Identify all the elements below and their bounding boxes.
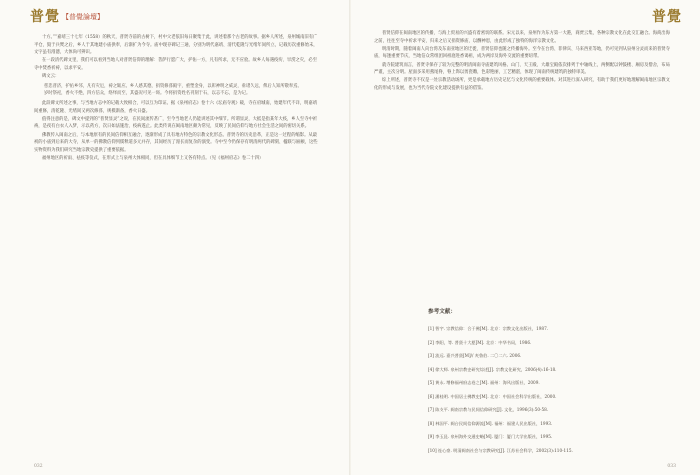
paragraph: 就寺院建筑而言，普贤寺保存了较为完整的明清闽南寺庙建筑风格。山门、天王殿、大雄宝殿依次排列于中轴线上，两侧配以钟鼓楼、厢房及僧舍，布局严谨，主次分明。屋面多采用燕尾脊，脊上饰以剪瓷雕，色彩艳丽，工艺精湛，体现了闽南传统建筑的独特审美。: [374, 62, 670, 76]
reference-item: [6] 潘桂明. 中国居士佛教史[M]. 北京：中国社会科学出版社，2000.: [428, 393, 557, 399]
reference-item: [10] 连心豪. 明清闽南社会与宗教研究[J]. 江苏社会科学，2002(3):110-115.: [428, 447, 573, 453]
left-body-text: [34, 34, 318, 163]
right-page: [350, 0, 700, 475]
paragraph: 碑文云：: [42, 74, 60, 80]
paragraph: 明清时期，随着闽南人向台湾及东南亚地区的迁徙，普贤信仰也随之传播海外。至今在台湾、菲律宾、马来西亚等地，仍可见到从泉州分灵而来的普贤寺庙，每逢重要节庆，当地信众常组团回祖庭进香谒祖，成为两岸及海外交流的重要纽带。: [374, 46, 670, 60]
reference-item: [1] 智宇. 宗教信仰：合于佛[M]. 北京：宗教文化出版社，1987.: [428, 326, 549, 331]
paragraph: 值得注意的是，碑文中提到的“普贤显灵”之说，在民间流传甚广，至今当地老人仍能讲述其中细节。所谓显灵，大抵是指某年大疫，乡人至寺中祈祷，是夜有白衣人入梦，示以药方，次日如法施治，疫病遂止。此类传说在闽南地区颇为常见，反映了民间信仰与地方社会生活之间的密切关系。: [34, 116, 318, 130]
reference-item: [2] 李阳，等. 普贤十大愿[M]. 北京：中华书局，1986.: [428, 339, 532, 345]
paragraph: 此段碑文所述之事，与当地方志中的记载大致相合，可以互为印证。据《泉州府志》卷十六《坛庙寺观》载，寺在府城南，始建年代不详，明嘉靖间重修，清乾隆、光绪间又两次修葺，规模渐备，香火日盛。: [34, 100, 317, 114]
reference-item: [8] 林国平. 闽台民间信仰源流[M]. 福州：福建人民出版社，1993.: [428, 420, 553, 426]
reference-item: [4] 徐大师. 泉州宗教史研究综述[J]. 宗教文化研究，2006(4):16-18.: [428, 366, 557, 372]
journal-logo: [30, 6, 104, 26]
paragraph: 十方。”“嘉靖三十七年（1558）的秋天，普贤寺前的古树下，村中父老依旧每日聚集于此，讲述着那个古老的故事。据乡人所述，泉州城南旧有广平仓，毁于兵燹之后，乡人于其地建小庙供奉，后渐扩为今寺。庙中现存碑记三通，分别为明代嘉靖、清代乾隆与光绪年间所立，记载历次重修始末，文字虽有漫漶，大体尚可辨识。: [34, 35, 318, 56]
paragraph: 在一段清代碑文里，我们可以看到当地人对普贤信仰的理解：菩萨行愿广大，护佑一方，凡有所求，无不应验。故乡人每遇疫疠、旱涝之灾，必至寺中焚香祈祷，以求平安。: [34, 58, 317, 71]
block-quote: 慈悲普济，护佑乡邻，凡有灾厄，祷之辄应。乡人感其德，捐资修葺殿宇，重塑金身，以彰神明之威灵，垂诸久远，俾后人知所敬奉焉。岁时祭祀，香火不绝，四方信众，络绎而至，其盛况可见一斑。今将捐资姓名刊刻于石，以志不忘，是为记。: [44, 83, 302, 97]
references-heading: 参考文献：: [428, 309, 456, 315]
reference-item: [7] 陈支平. 闽南宗教与民间信仰研究[J]. 文化，1996(3):50-58.: [428, 407, 549, 412]
paragraph: 福州地区的祈雨、祛疫等仪式，在形式上与泉州大体相同，但在具体细节上又各有特点。（见《福州府志》卷二十四）: [42, 155, 264, 161]
paragraph: 佛教传入闽南之后，与本地原有的民间信仰相互融合，逐渐形成了具有地方特色的宗教文化形态。普贤寺的历史沿革，正是这一过程的缩影。从最初的小庙到后来的大寺，从单一的佛教信仰到儒释道多元并存，其间经历了漫长而复杂的演变。寺中至今仍保存有明清两代的碑刻、楹联与匾额，这些实物资料为我们研究当地宗教史提供了重要依据。: [34, 132, 318, 153]
reference-item: [9] 李玉昆. 泉州海外交通史略[M]. 厦门：厦门大学出版社，1995.: [428, 434, 553, 439]
paragraph: 普贤信仰在闽南地区的传播，与海上贸易的兴盛有着密切的联系。宋元以来，泉州作为东方第一大港，商贾云集，各种宗教文化在此交汇融合。海商出海之前，往往至寺中祈求平安，归来之后又捐资修庙，以酬神恩，由此形成了独特的海洋宗教文化。: [374, 31, 670, 44]
page-number: 033: [667, 464, 676, 469]
reference-item: [3] 流远. 嘉兴普贤[M]// 麦鲁伯. 二〇二六. 2006.: [428, 353, 522, 358]
journal-logo: [652, 6, 682, 26]
journal-logo-text: 普覺: [652, 9, 682, 25]
reference-item: [5] 黄永. 增修福州府志卷之[M]. 福州：海风出版社，2009.: [428, 380, 540, 385]
page-number: 032: [34, 464, 43, 469]
journal-logo-text: 普覺: [30, 9, 60, 25]
references-list: [428, 322, 668, 457]
right-body-text: [374, 30, 672, 93]
column-tag: 【普覺論壇】: [62, 13, 104, 21]
paragraph: 综上所述，普贤寺不仅是一处宗教活动场所，更是承载地方历史记忆与文化传统的重要载体。对其进行深入研究，有助于我们更好地理解闽南地区宗教文化的形成与发展，也为当代寺院文化建设提供有益的借鉴。: [374, 78, 670, 91]
